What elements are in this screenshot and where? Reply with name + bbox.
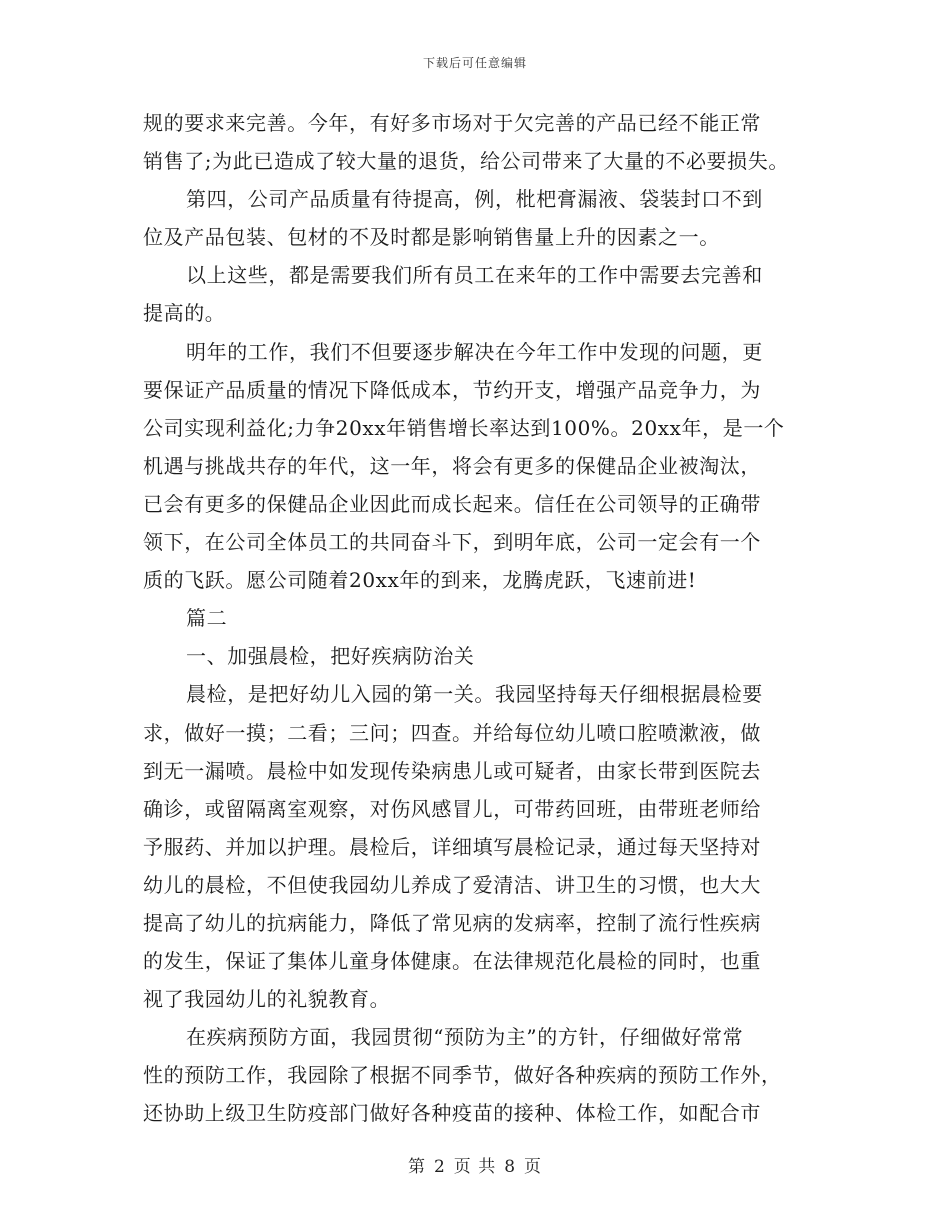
- page-header: 下载后可任意编辑: [422, 56, 527, 70]
- subsection-heading: 一、加强晨检，把好疾病防治关: [186, 644, 475, 669]
- text-line: 性的预防工作，我园除了根据不同季节，做好各种疾病的预防工作外，: [143, 1063, 782, 1088]
- text-line: 还协助上级卫生防疫部门做好各种疫苗的接种、体检工作，如配合市: [143, 1101, 761, 1126]
- text-line: 求，做好一摸；二看；三问；四查。并给每位幼儿喷口腔喷漱液，做: [143, 720, 761, 745]
- text-line: 机遇与挑战共存的年代，这一年，将会有更多的保健品企业被淘汰，: [143, 453, 761, 478]
- text-line: 位及产品包装、包材的不及时都是影响销售量上升的因素之一。: [143, 225, 720, 250]
- current-page-number: 2: [433, 1157, 446, 1177]
- total-page-number: 8: [504, 1157, 517, 1177]
- text-line: 明年的工作，我们不但要逐步解决在今年工作中发现的问题，更: [186, 339, 763, 364]
- text-line: 晨检，是把好幼儿入园的第一关。我园坚持每天仔细根据晨检要: [186, 682, 763, 707]
- section-heading: 篇二: [186, 606, 228, 631]
- text-line: 在疾病预防方面，我园贯彻“预防为主”的方针，仔细做好常常: [186, 1025, 744, 1050]
- text-line: 已会有更多的保健品企业因此而成长起来。信任在公司领导的正确带: [143, 491, 761, 516]
- text-line: 领下，在公司全体员工的共同奋斗下，到明年底，公司一定会有一个: [143, 530, 761, 555]
- document-body: [143, 104, 813, 1133]
- text-line: 要保证产品质量的情况下降低成本，节约开支，增强产品竞争力，为: [143, 377, 761, 402]
- text-line: 公司实现利益化;力争20xx年销售增长率达到100%。20xx年，是一个: [143, 415, 785, 440]
- text-line: 幼儿的晨检，不但使我园幼儿养成了爱清洁、讲卫生的习惯，也大大: [143, 872, 761, 897]
- text-line: 提高了幼儿的抗病能力，降低了常见病的发病率，控制了流行性疾病: [143, 910, 761, 935]
- footer-middle: 页 共: [453, 1157, 497, 1177]
- footer-prefix: 第: [407, 1157, 426, 1177]
- text-line: 的发生，保证了集体儿童身体健康。在法律规范化晨检的同时，也重: [143, 949, 761, 974]
- page-footer: [0, 1152, 950, 1177]
- text-line: 到无一漏喷。晨检中如发现传染病患儿或可疑者，由家长带到医院去: [143, 758, 761, 783]
- text-line: 确诊，或留隔离室观察，对伤风感冒儿，可带药回班，由带班老师给: [143, 796, 761, 821]
- text-line: 规的要求来完善。今年，有好多市场对于欠完善的产品已经不能正常: [143, 111, 761, 135]
- text-line: 第四，公司产品质量有待提高，例，枇杷膏漏液、袋装封口不到: [186, 187, 763, 212]
- text-line: 销售了;为此已造成了较大量的退货，给公司带来了大量的不必要损失。: [143, 149, 789, 174]
- text-line: 视了我园幼儿的礼貌教育。: [143, 987, 391, 1012]
- footer-suffix: 页: [524, 1157, 543, 1177]
- text-line: 予服药、并加以护理。晨检后，详细填写晨检记录，通过每天坚持对: [143, 834, 761, 859]
- text-line: 提高的。: [143, 301, 226, 326]
- text-line: 质的飞跃。愿公司随着20xx年的到来，龙腾虎跃，飞速前进!: [143, 568, 697, 593]
- text-line: 以上这些，都是需要我们所有员工在来年的工作中需要去完善和: [186, 263, 763, 288]
